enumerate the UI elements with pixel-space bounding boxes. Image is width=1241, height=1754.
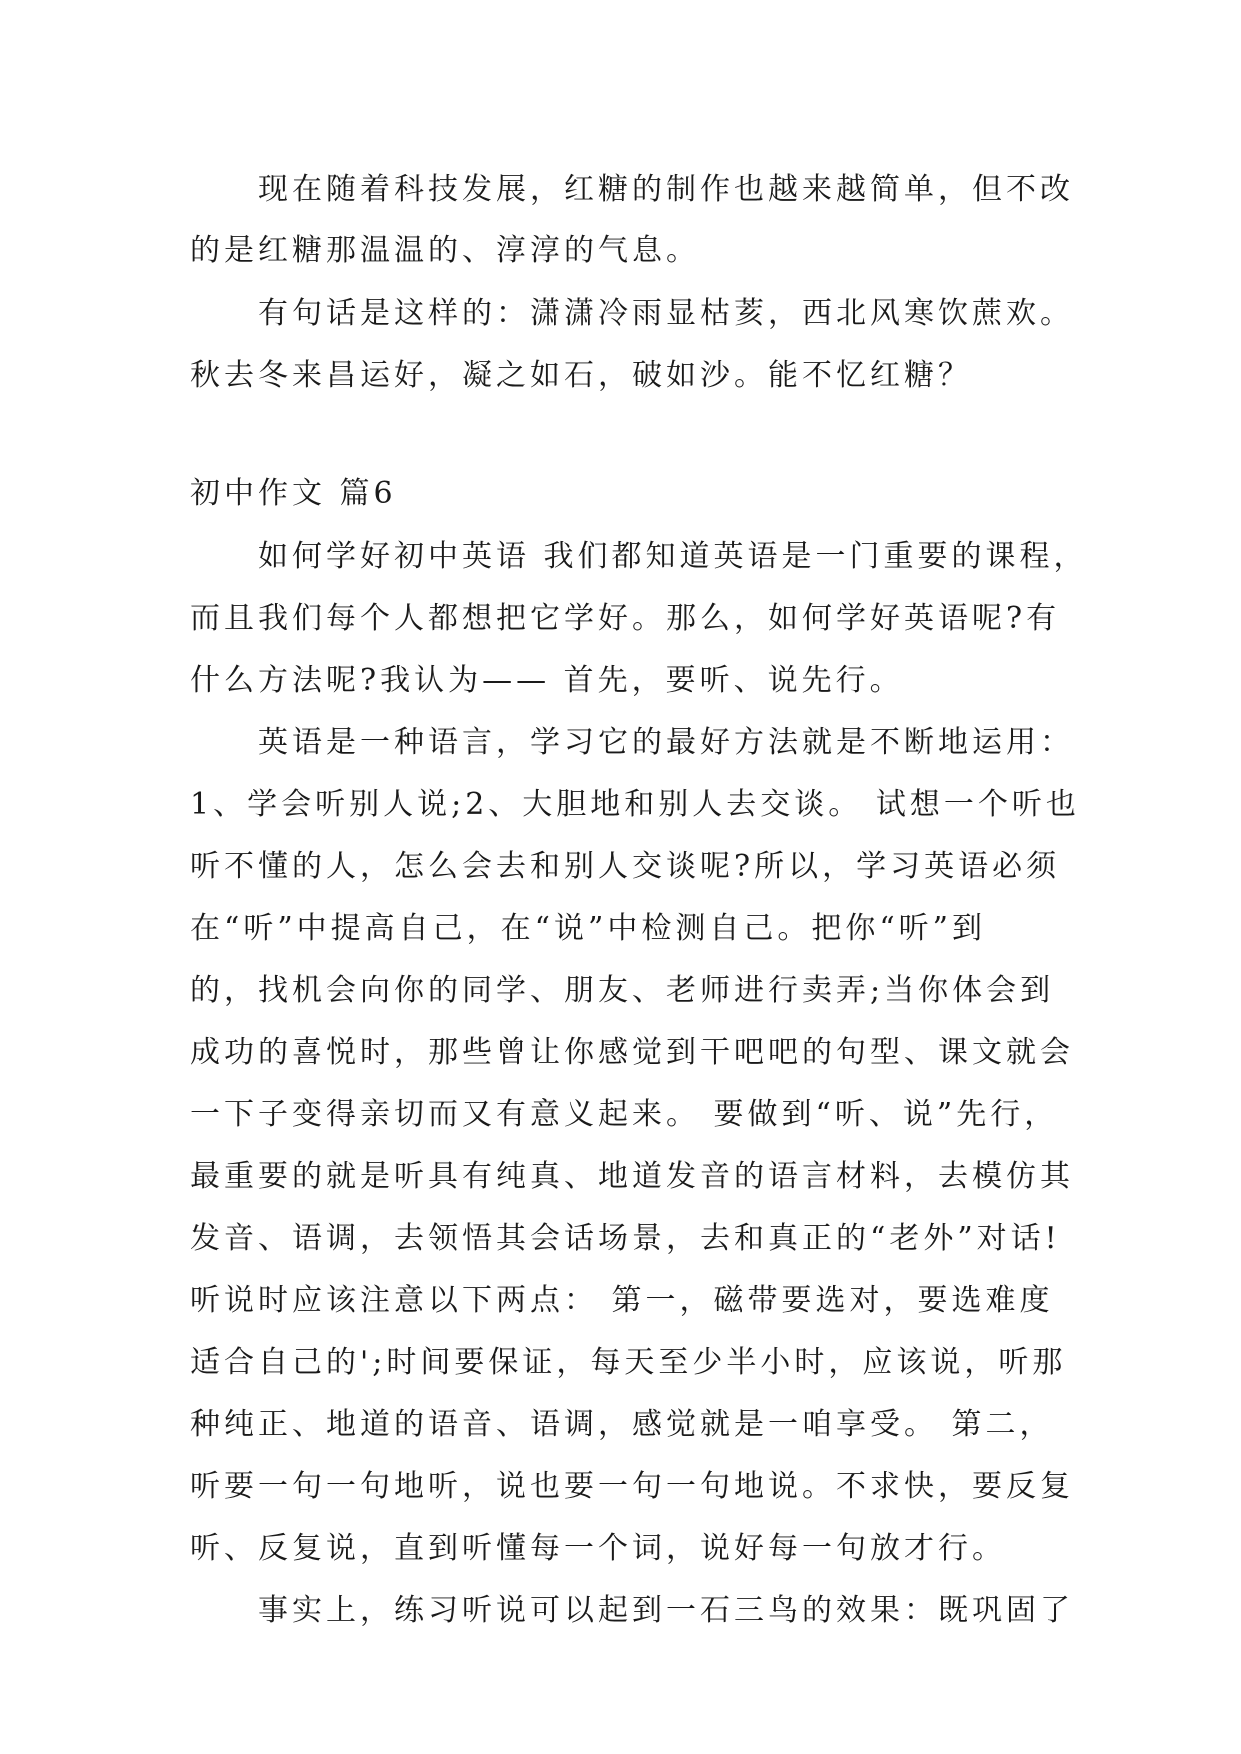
section-heading: 初中作文 篇6	[190, 476, 397, 511]
paragraph-line: 听要一句一句地听，说也要一句一句地说。不求快，要反复	[190, 1469, 1074, 1504]
paragraph-line: 的是红糖那温温的、淳淳的气息。	[190, 233, 700, 268]
paragraph-line: 的，找机会向你的同学、朋友、老师进行卖弄;当你体会到	[190, 973, 1055, 1008]
paragraph-line: 秋去冬来昌运好，凝之如石，破如沙。能不忆红糖？	[190, 358, 972, 393]
paragraph-line: 最重要的就是听具有纯真、地道发音的语言材料，去模仿其	[190, 1159, 1074, 1194]
paragraph-line: 听说时应该注意以下两点： 第一，磁带要选对，要选难度	[190, 1283, 1054, 1318]
paragraph-line: 听、反复说，直到听懂每一个词，说好每一句放才行。	[190, 1531, 1006, 1566]
paragraph-line: 如何学好初中英语 我们都知道英语是一门重要的课程，	[258, 539, 1088, 574]
paragraph-line: 发音、语调，去领悟其会话场景，去和真正的“老外”对话!	[190, 1221, 1061, 1256]
paragraph-line: 1、学会听别人说;2、大胆地和别人去交谈。 试想一个听也	[190, 787, 1080, 822]
paragraph-line: 一下子变得亲切而又有意义起来。 要做到“听、说”先行，	[190, 1097, 1059, 1132]
paragraph-line: 什么方法呢?我认为—— 首先，要听、说先行。	[190, 663, 904, 698]
paragraph-line: 而且我们每个人都想把它学好。那么，如何学好英语呢?有	[190, 601, 1061, 636]
paragraph-line: 现在随着科技发展，红糖的制作也越来越简单，但不改	[258, 172, 1074, 207]
paragraph-line: 适合自己的';时间要保证，每天至少半小时，应该说，听那	[190, 1345, 1067, 1380]
paragraph-line: 有句话是这样的：潇潇冷雨显枯荄，西北风寒饮蔗欢。	[258, 296, 1074, 331]
paragraph-line: 事实上，练习听说可以起到一石三鸟的效果：既巩固了	[258, 1593, 1074, 1628]
paragraph-line: 在“听”中提高自己，在“说”中检测自己。把你“听”到	[190, 911, 987, 946]
paragraph-line: 听不懂的人，怎么会去和别人交谈呢?所以，学习英语必须	[190, 849, 1061, 884]
paragraph-line: 种纯正、地道的语音、语调，感觉就是一咱享受。 第二，	[190, 1407, 1054, 1442]
paragraph-line: 英语是一种语言，学习它的最好方法就是不断地运用：	[258, 725, 1074, 760]
paragraph-line: 成功的喜悦时，那些曾让你感觉到干吧吧的句型、课文就会	[190, 1035, 1074, 1070]
